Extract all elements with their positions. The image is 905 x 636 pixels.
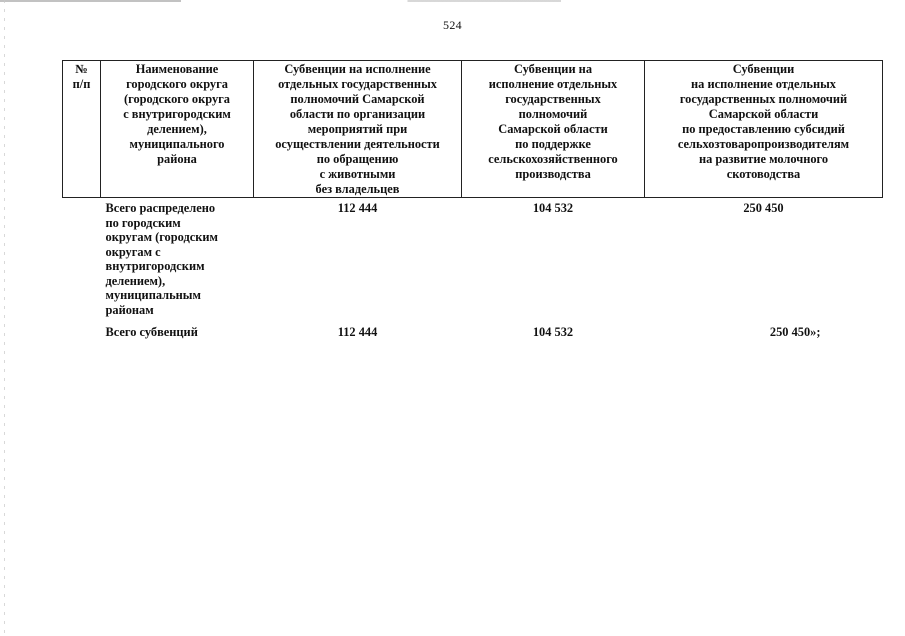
header-col-a-line: без владельцев (315, 182, 400, 196)
header-col-c-line: по предоставлению субсидий (682, 122, 845, 136)
header-col-c-line: Самарской области (708, 107, 819, 121)
header-num-line: № (75, 62, 88, 76)
value-cell-dairy: 250 450 (743, 201, 784, 215)
subventions-table (62, 60, 883, 342)
row-name-line: Всего распределено (105, 201, 216, 215)
value-cell-animals: 112 444 (337, 325, 378, 339)
value-cell-agriculture: 104 532 (532, 325, 574, 339)
scan-artifact-edge (4, 0, 5, 636)
page-number: 524 (443, 18, 462, 32)
row-name-line: по городским (105, 215, 181, 230)
header-col-a-line: с животными (319, 167, 396, 181)
header-col-b-line: государственных (505, 92, 601, 106)
header-col-c-line: государственных полномочий (679, 92, 848, 106)
header-col-a-line: по обращению (316, 152, 399, 166)
header-name (101, 61, 254, 198)
header-col-b-line: производства (515, 167, 591, 181)
value-cell-animals: 112 444 (337, 201, 378, 215)
header-subvention-agriculture (462, 61, 645, 198)
header-num-line: п/п (72, 77, 91, 91)
header-name-line: с внутригородским (123, 107, 231, 121)
value-cell-dairy: 250 450»; (769, 325, 821, 339)
header-col-c-line: на развитие молочного (698, 152, 829, 166)
header-col-a-line: отдельных государственных (278, 77, 437, 91)
header-col-c-line: на исполнение отдельных (691, 77, 836, 91)
header-col-b-line: исполнение отдельных (488, 77, 618, 91)
header-name-line: (городского округа (124, 92, 230, 106)
header-col-b-line: Субвенции на (513, 62, 593, 76)
header-col-b-line: сельскохозяйственного (488, 152, 618, 166)
header-name-line: района (157, 152, 197, 166)
header-col-b-line: по поддержке (515, 137, 591, 151)
header-col-a-line: мероприятий при (307, 122, 408, 136)
header-name-line: Наименование (135, 62, 219, 76)
row-name-line: делением), (105, 273, 166, 288)
row-name-cell (101, 198, 254, 320)
header-col-a-line: области по организации (289, 107, 426, 121)
table-row-distributed (63, 198, 883, 320)
header-col-c-line: Субвенции (732, 62, 795, 76)
row-num-cell (63, 198, 101, 320)
header-name-line: муниципального (129, 137, 225, 151)
row-name-line: муниципальным (105, 288, 201, 302)
header-name-line: делением), (147, 122, 207, 136)
header-col-a-line: Субвенции на исполнение (284, 62, 431, 76)
header-col-b-line: Самарской области (498, 122, 608, 136)
scan-artifact-top (0, 0, 905, 2)
header-col-a-line: осуществлении деятельности (275, 137, 440, 151)
value-cell-agriculture: 104 532 (532, 201, 574, 215)
row-name-cell (101, 319, 254, 342)
header-subvention-dairy (645, 61, 883, 198)
header-col-a-line: полномочий Самарской (290, 92, 425, 106)
header-col-b-line: полномочий (518, 107, 588, 121)
row-name-line: округам с (105, 244, 161, 259)
header-col-c-line: скотоводства (726, 167, 801, 181)
row-name-line: внутригородским (105, 259, 205, 273)
header-num (63, 61, 101, 198)
row-name-line: Всего субвенций (105, 325, 198, 339)
row-num-cell (63, 319, 101, 342)
table-header-row (63, 61, 883, 198)
row-name-line: округам (городским (105, 230, 218, 244)
table-row-total (63, 319, 883, 342)
row-name-line: районам (105, 302, 154, 317)
header-col-c-line: сельхозтоваропроизводителям (677, 137, 850, 151)
header-subvention-animals (254, 61, 462, 198)
header-name-line: городского округа (126, 77, 228, 91)
